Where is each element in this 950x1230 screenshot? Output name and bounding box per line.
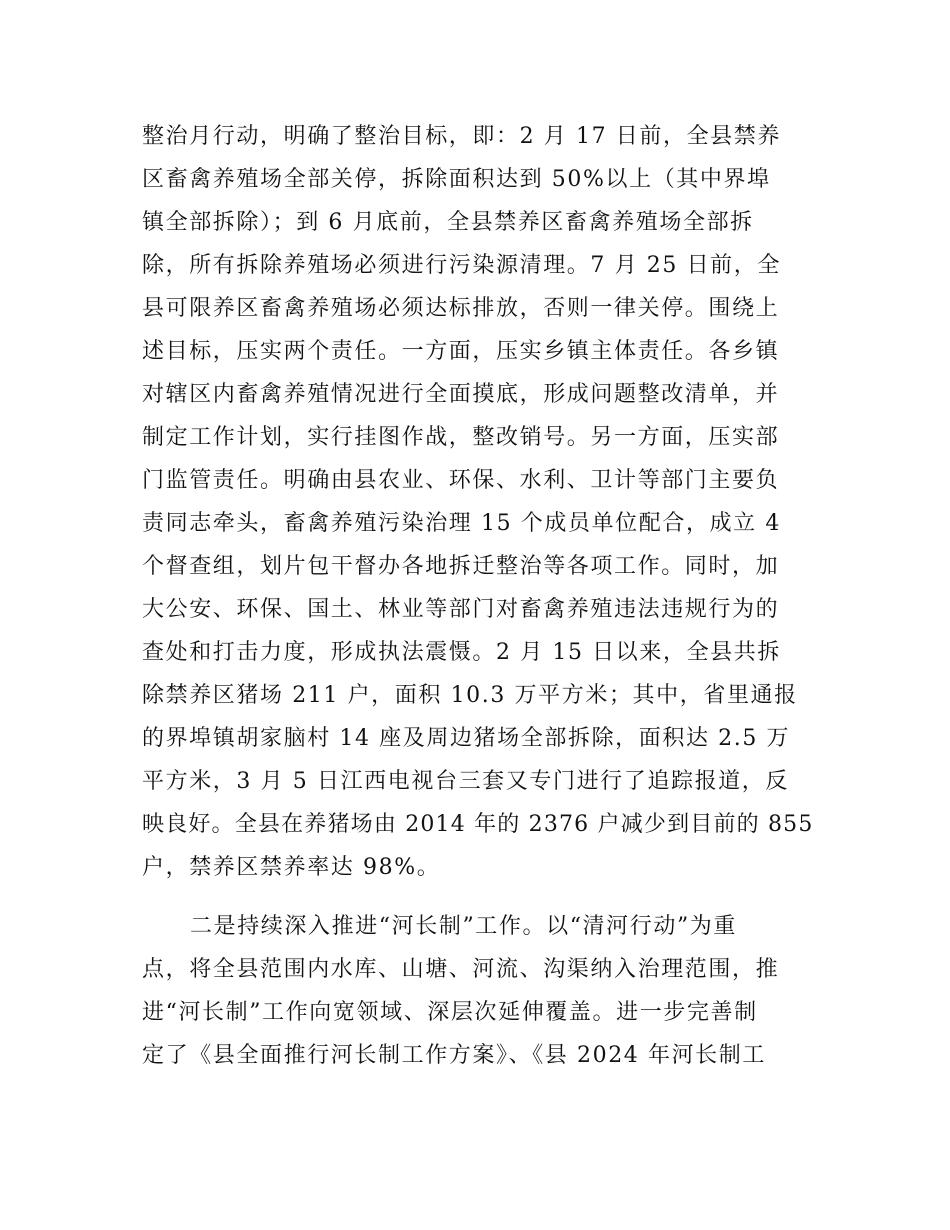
text-line: 查处和打击力度，形成执法震慑。2 月 15 日以来，全县共拆: [142, 640, 781, 665]
text-line: 县可限养区畜禽养殖场必须达标排放，否则一律关停。围绕上: [142, 296, 780, 321]
text-line: 责同志牵头，畜禽养殖污染治理 15 个成员单位配合，成立 4: [142, 511, 781, 536]
text-line: 门监管责任。明确由县农业、环保、水利、卫计等部门主要负: [142, 468, 780, 493]
text-line: 的界埠镇胡家脑村 14 座及周边猪场全部拆除，面积达 2.5 万: [142, 726, 791, 751]
text-line: 平方米，3 月 5 日江西电视台三套又专门进行了追踪报道，反: [142, 769, 789, 794]
text-line: 户，禁养区禁养率达 98%。: [142, 855, 441, 880]
text-line: 除，所有拆除养殖场必须进行污染源清理。7 月 25 日前，全: [142, 253, 781, 278]
text-line: 进“河长制”工作向宽领域、深层次延伸覆盖。进一步完善制: [142, 1000, 758, 1025]
text-line: 二是持续深入推进“河长制”工作。以“清河行动”为重: [190, 914, 737, 939]
text-line: 除禁养区猪场 211 户，面积 10.3 万平方米；其中，省里通报: [142, 683, 798, 708]
text-line: 制定工作计划，实行挂图作战，整改销号。另一方面，压实部: [142, 425, 780, 450]
text-line: 对辖区内畜禽养殖情况进行全面摸底，形成问题整改清单，并: [142, 382, 780, 407]
text-line: 定了《县全面推行河长制工作方案》、《县 2024 年河长制工: [142, 1043, 766, 1068]
text-line: 整治月行动，明确了整治目标，即：2 月 17 日前，全县禁养: [142, 124, 781, 149]
text-line: 述目标，压实两个责任。一方面，压实乡镇主体责任。各乡镇: [142, 339, 780, 364]
text-line: 镇全部拆除）；到 6 月底前，全县禁养区畜禽养殖场全部拆: [142, 210, 754, 235]
text-line: 个督查组，划片包干督办各地拆迁整治等各项工作。同时，加: [142, 554, 780, 579]
text-line: 映良好。全县在养猪场由 2014 年的 2376 户减少到目前的 855: [142, 812, 814, 837]
text-line: 点，将全县范围内水库、山塘、河流、沟渠纳入治理范围，推: [142, 957, 780, 982]
text-line: 大公安、环保、国土、林业等部门对畜禽养殖违法违规行为的: [142, 597, 780, 622]
text-line: 区畜禽养殖场全部关停，拆除面积达到 50%以上（其中界埠: [142, 167, 771, 192]
